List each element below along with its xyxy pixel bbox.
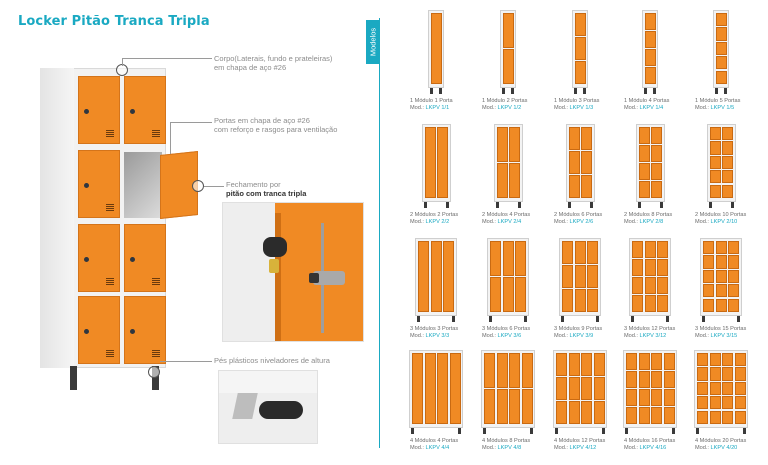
- model-name: 4 Módulos 20 Portas: [695, 438, 747, 444]
- model-label: [624, 212, 672, 227]
- model-door: [575, 37, 586, 60]
- model-label: [554, 326, 602, 341]
- model-door: [710, 353, 721, 366]
- model-foot: [702, 316, 705, 322]
- modelos-tab: Modelos: [366, 20, 380, 64]
- locker-foot: [70, 366, 77, 390]
- model-door: [562, 241, 573, 264]
- model-door: [657, 277, 668, 294]
- model-door: [515, 277, 526, 312]
- callout-marker: [148, 366, 160, 378]
- model-code: Mod.: LKPV 1/5: [695, 105, 735, 112]
- model-door: [594, 353, 605, 376]
- locker-door: [78, 224, 120, 292]
- model-door: [710, 185, 721, 198]
- model-foot: [411, 428, 414, 434]
- model-name: 4 Módulos 8 Portas: [482, 438, 531, 444]
- model-foot: [625, 428, 628, 434]
- model-door: [522, 389, 533, 424]
- model-name: 3 Módulos 9 Portas: [554, 326, 603, 332]
- model-door: [556, 401, 567, 424]
- model-door: [710, 141, 721, 154]
- model-door: [722, 185, 733, 198]
- model-door: [575, 13, 586, 36]
- model-door: [437, 353, 448, 424]
- model-foot: [631, 316, 634, 322]
- model-door: [639, 353, 650, 370]
- model-code: Mod.: LKPV 4/16: [624, 445, 667, 452]
- model-door: [645, 259, 656, 276]
- model-name: 2 Módulos 8 Portas: [624, 212, 673, 218]
- lock-detail-photo: [222, 202, 364, 342]
- model-door: [703, 241, 714, 254]
- model-door: [581, 127, 592, 150]
- model-door: [716, 284, 727, 297]
- model-door: [728, 255, 739, 268]
- model-name: 1 Módulo 4 Portas: [624, 98, 670, 104]
- locker-door: [124, 296, 166, 364]
- model-label: [624, 438, 675, 453]
- model-door: [632, 241, 643, 258]
- model-code: Mod.: LKPV 1/4: [624, 105, 664, 112]
- model-label: [410, 438, 458, 453]
- model-foot: [530, 428, 533, 434]
- model-door: [703, 284, 714, 297]
- model-card: [572, 10, 589, 96]
- model-name: 2 Módulos 6 Portas: [554, 212, 603, 218]
- model-door: [569, 151, 580, 174]
- model-door: [626, 371, 637, 388]
- model-door: [645, 241, 656, 258]
- model-name: 1 Módulo 5 Portas: [695, 98, 741, 104]
- model-card: [553, 350, 607, 436]
- model-door: [697, 353, 708, 366]
- model-door: [645, 67, 656, 84]
- model-door: [575, 289, 586, 312]
- model-card: [494, 124, 523, 210]
- locker-side-panel: [40, 68, 74, 368]
- model-door: [581, 353, 592, 376]
- model-card: [487, 238, 529, 324]
- model-code: Mod.: LKPV 2/6: [554, 219, 594, 226]
- model-card: [566, 124, 595, 210]
- model-door: [664, 389, 675, 406]
- model-door: [645, 295, 656, 312]
- model-door: [515, 241, 526, 276]
- callout-body: Corpo(Laterais, fundo e prateleiras) em chapa de aço #26: [214, 54, 333, 73]
- model-label: [482, 326, 530, 341]
- model-code: Mod.: LKPV 4/4: [410, 445, 450, 452]
- model-foot: [574, 88, 577, 94]
- model-door: [645, 31, 656, 48]
- model-door: [639, 407, 650, 424]
- model-foot: [715, 88, 718, 94]
- model-label: [410, 326, 458, 341]
- model-door: [703, 255, 714, 268]
- model-foot: [524, 316, 527, 322]
- model-label: [554, 98, 599, 113]
- model-foot: [672, 428, 675, 434]
- callout-lock: Fechamento por pitão com tranca tripla: [226, 180, 307, 199]
- model-card: [707, 124, 736, 210]
- model-door: [581, 175, 592, 198]
- model-door: [503, 13, 514, 48]
- model-door: [575, 241, 586, 264]
- model-door: [556, 377, 567, 400]
- locker-door: [78, 296, 120, 364]
- model-door: [697, 396, 708, 409]
- model-door: [645, 13, 656, 30]
- model-door: [569, 377, 580, 400]
- model-door: [722, 127, 733, 140]
- model-door: [587, 289, 598, 312]
- model-door: [735, 411, 746, 424]
- model-door: [722, 382, 733, 395]
- model-door: [657, 259, 668, 276]
- model-door: [639, 145, 650, 162]
- model-card: [629, 238, 671, 324]
- model-foot: [496, 202, 499, 208]
- model-door: [556, 353, 567, 376]
- model-code: Mod.: LKPV 2/4: [482, 219, 522, 226]
- model-foot: [502, 88, 505, 94]
- model-foot: [590, 202, 593, 208]
- model-card: [694, 350, 748, 436]
- model-foot: [446, 202, 449, 208]
- model-card: [481, 350, 535, 436]
- model-door: [522, 353, 533, 388]
- model-code: Mod.: LKPV 1/2: [482, 105, 522, 112]
- model-foot: [483, 428, 486, 434]
- page-title: Locker Pitão Tranca Tripla: [18, 14, 210, 29]
- model-door: [710, 127, 721, 140]
- model-door: [503, 241, 514, 276]
- model-code: Mod.: LKPV 3/15: [695, 333, 738, 340]
- model-name: 4 Módulos 16 Portas: [624, 438, 676, 444]
- model-foot: [452, 316, 455, 322]
- model-code: Mod.: LKPV 4/20: [695, 445, 738, 452]
- model-foot: [709, 202, 712, 208]
- model-door: [490, 241, 501, 276]
- open-compartment: [124, 152, 162, 218]
- model-card: [642, 10, 659, 96]
- model-door: [651, 181, 662, 198]
- model-door: [626, 389, 637, 406]
- model-card: [636, 124, 665, 210]
- model-label: [695, 212, 746, 227]
- model-door: [728, 284, 739, 297]
- model-door: [562, 289, 573, 312]
- model-door: [664, 353, 675, 370]
- model-label: [624, 98, 669, 113]
- model-door: [425, 353, 436, 424]
- model-foot: [511, 88, 514, 94]
- model-door: [703, 270, 714, 283]
- callout-marker: [192, 180, 204, 192]
- model-door: [722, 141, 733, 154]
- model-foot: [602, 428, 605, 434]
- model-door: [639, 163, 650, 180]
- model-door: [716, 42, 727, 55]
- model-door: [632, 295, 643, 312]
- callout-doors: Portas em chapa de aço #26 com reforço e rasgos para ventilação: [214, 116, 338, 135]
- model-door: [716, 241, 727, 254]
- model-door: [728, 270, 739, 283]
- model-foot: [743, 428, 746, 434]
- model-name: 1 Módulo 1 Porta: [410, 98, 453, 104]
- model-card: [623, 350, 677, 436]
- model-door: [716, 270, 727, 283]
- model-door: [581, 377, 592, 400]
- model-name: 4 Módulos 12 Portas: [554, 438, 606, 444]
- model-label: [482, 212, 530, 227]
- model-code: Mod.: LKPV 3/6: [482, 333, 522, 340]
- model-door: [509, 127, 520, 162]
- model-door: [697, 367, 708, 380]
- model-name: 1 Módulo 2 Portas: [482, 98, 528, 104]
- model-label: [554, 212, 602, 227]
- model-door: [710, 170, 721, 183]
- model-foot: [666, 316, 669, 322]
- locker-door: [78, 76, 120, 144]
- model-name: 1 Módulo 3 Portas: [554, 98, 600, 104]
- model-label: [695, 438, 746, 453]
- model-door: [639, 371, 650, 388]
- model-door: [710, 411, 721, 424]
- model-door: [664, 371, 675, 388]
- model-foot: [430, 88, 433, 94]
- model-name: 2 Módulos 10 Portas: [695, 212, 747, 218]
- model-door: [735, 367, 746, 380]
- model-card: [713, 10, 730, 96]
- model-door: [728, 299, 739, 312]
- model-code: Mod.: LKPV 2/10: [695, 219, 738, 226]
- model-door: [651, 353, 662, 370]
- model-door: [645, 49, 656, 66]
- model-door: [639, 127, 650, 144]
- model-door: [722, 353, 733, 366]
- feet-detail-photo: [218, 370, 318, 444]
- model-name: 2 Módulos 2 Portas: [410, 212, 459, 218]
- model-label: [554, 438, 605, 453]
- model-door: [587, 241, 598, 264]
- model-door: [509, 389, 520, 424]
- model-label: [695, 326, 746, 341]
- model-door: [569, 401, 580, 424]
- model-door: [569, 175, 580, 198]
- model-door: [418, 241, 429, 312]
- model-door: [710, 156, 721, 169]
- model-door: [626, 353, 637, 370]
- model-door: [575, 265, 586, 288]
- model-door: [716, 255, 727, 268]
- model-code: Mod.: LKPV 2/8: [624, 219, 664, 226]
- model-foot: [724, 88, 727, 94]
- model-door: [645, 277, 656, 294]
- model-door: [722, 367, 733, 380]
- model-door: [651, 163, 662, 180]
- featured-locker-illustration: [40, 68, 166, 374]
- model-foot: [489, 316, 492, 322]
- model-label: [410, 212, 458, 227]
- model-door: [497, 353, 508, 388]
- section-divider: [379, 18, 380, 448]
- model-name: 3 Módulos 15 Portas: [695, 326, 747, 332]
- model-door: [450, 353, 461, 424]
- model-label: [482, 438, 530, 453]
- model-door: [664, 407, 675, 424]
- model-door: [497, 163, 508, 198]
- model-name: 2 Módulos 4 Portas: [482, 212, 531, 218]
- model-door: [594, 401, 605, 424]
- model-door: [657, 295, 668, 312]
- model-code: Mod.: LKPV 3/9: [554, 333, 594, 340]
- model-door: [626, 407, 637, 424]
- model-door: [722, 170, 733, 183]
- model-foot: [583, 88, 586, 94]
- model-door: [575, 61, 586, 84]
- model-door: [716, 299, 727, 312]
- model-door: [437, 127, 448, 198]
- model-door: [431, 13, 442, 84]
- model-door: [497, 389, 508, 424]
- locker-door: [78, 150, 120, 218]
- model-card: [700, 238, 742, 324]
- model-foot: [417, 316, 420, 322]
- model-foot: [644, 88, 647, 94]
- model-door: [716, 13, 727, 26]
- model-foot: [638, 202, 641, 208]
- model-code: Mod.: LKPV 2/2: [410, 219, 450, 226]
- model-door: [716, 56, 727, 69]
- model-door: [651, 389, 662, 406]
- model-door: [697, 382, 708, 395]
- model-card: [415, 238, 457, 324]
- model-door: [581, 401, 592, 424]
- locker-door: [124, 224, 166, 292]
- model-door: [587, 265, 598, 288]
- model-foot: [561, 316, 564, 322]
- model-door: [503, 49, 514, 84]
- model-door: [697, 411, 708, 424]
- model-foot: [696, 428, 699, 434]
- model-door: [509, 353, 520, 388]
- model-door: [651, 407, 662, 424]
- model-foot: [458, 428, 461, 434]
- model-door: [728, 241, 739, 254]
- model-foot: [596, 316, 599, 322]
- model-label: [482, 98, 527, 113]
- model-card: [428, 10, 445, 96]
- model-foot: [660, 202, 663, 208]
- locker-door: [124, 76, 166, 144]
- model-foot: [439, 88, 442, 94]
- model-door: [562, 265, 573, 288]
- model-code: Mod.: LKPV 3/12: [624, 333, 667, 340]
- model-foot: [518, 202, 521, 208]
- model-foot: [555, 428, 558, 434]
- model-label: [410, 98, 453, 113]
- model-door: [484, 389, 495, 424]
- model-card: [409, 350, 463, 436]
- model-door: [722, 396, 733, 409]
- model-code: Mod.: LKPV 3/3: [410, 333, 450, 340]
- model-door: [490, 277, 501, 312]
- model-door: [735, 353, 746, 366]
- model-door: [651, 127, 662, 144]
- model-door: [710, 382, 721, 395]
- model-door: [503, 277, 514, 312]
- model-door: [594, 377, 605, 400]
- model-door: [651, 371, 662, 388]
- model-door: [735, 396, 746, 409]
- model-name: 4 Módulos 4 Portas: [410, 438, 459, 444]
- model-door: [412, 353, 423, 424]
- model-door: [716, 71, 727, 84]
- model-card: [559, 238, 601, 324]
- model-door: [484, 353, 495, 388]
- model-door: [710, 367, 721, 380]
- model-foot: [568, 202, 571, 208]
- model-code: Mod.: LKPV 4/8: [482, 445, 522, 452]
- model-door: [639, 389, 650, 406]
- model-door: [722, 156, 733, 169]
- model-code: Mod.: LKPV 1/3: [554, 105, 594, 112]
- model-door: [569, 353, 580, 376]
- model-name: 3 Módulos 3 Portas: [410, 326, 459, 332]
- model-label: [624, 326, 675, 341]
- model-door: [722, 411, 733, 424]
- model-door: [639, 181, 650, 198]
- model-door: [581, 151, 592, 174]
- model-door: [425, 127, 436, 198]
- model-door: [509, 163, 520, 198]
- model-door: [651, 145, 662, 162]
- model-door: [443, 241, 454, 312]
- model-door: [431, 241, 442, 312]
- model-foot: [424, 202, 427, 208]
- model-name: 3 Módulos 6 Portas: [482, 326, 531, 332]
- model-door: [703, 299, 714, 312]
- callout-feet: Pés plásticos niveladores de altura: [214, 356, 330, 365]
- model-foot: [737, 316, 740, 322]
- model-door: [632, 259, 643, 276]
- model-foot: [653, 88, 656, 94]
- model-code: Mod.: LKPV 1/1: [410, 105, 450, 112]
- model-door: [735, 382, 746, 395]
- model-foot: [731, 202, 734, 208]
- model-code: Mod.: LKPV 4/12: [554, 445, 597, 452]
- model-door: [716, 27, 727, 40]
- model-door: [497, 127, 508, 162]
- model-door: [657, 241, 668, 258]
- model-card: [500, 10, 517, 96]
- model-name: 3 Módulos 12 Portas: [624, 326, 676, 332]
- model-door: [632, 277, 643, 294]
- model-label: [695, 98, 740, 113]
- model-door: [569, 127, 580, 150]
- model-card: [422, 124, 451, 210]
- model-door: [710, 396, 721, 409]
